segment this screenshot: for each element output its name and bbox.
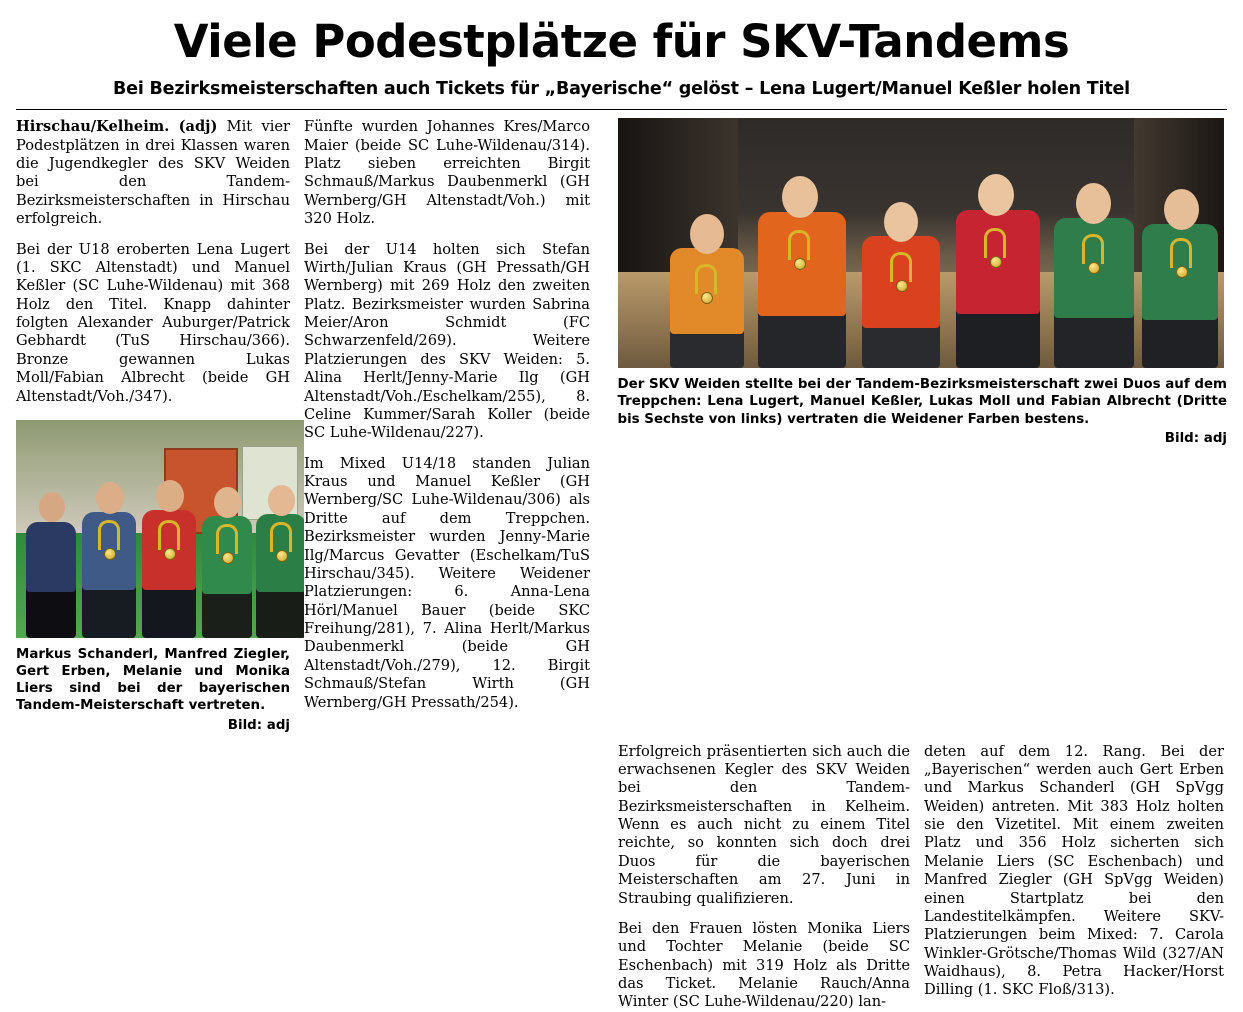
column-1: [16, 118, 304, 732]
person-5: [252, 470, 304, 638]
medal: [990, 256, 1002, 268]
medal: [222, 552, 234, 564]
person-1: [22, 488, 80, 638]
divider: [16, 109, 1227, 110]
lead-text: Mit vier Podestplätzen in drei Klassen waren die Jugendkegler des SKV Weiden bei den Tandem-Bezirksmeisterschaften in Hirschau erfolgreich.: [16, 118, 290, 228]
person-4: [198, 472, 256, 638]
medal: [104, 548, 116, 560]
medal: [701, 292, 713, 304]
adult-team-photo: [16, 420, 304, 638]
head: [214, 487, 241, 518]
person-2: [750, 158, 854, 368]
medal: [794, 258, 806, 270]
person-3: [856, 190, 948, 368]
col2-paragraph-2: Bei der U14 holten sich Stefan Wirth/Julian Kraus (GH Pressath/GH Wernberg) mit 269 Holz den zweiten Platz. Bezirksmeister wurden Sabrina Meier/Aron Schmidt (FC Schwarzenfeld/269). Weitere Platzierungen des SKV Weiden: 5. Alina Herlt/Jenny-Marie Ilg (GH Altenstadt/Voh./Eschelkam/255), 8. Celine Kummer/Sarah Koller (beide SC Luhe-Wildenau/227).: [304, 240, 590, 442]
head: [978, 174, 1014, 216]
column-2: [304, 118, 604, 732]
col4-paragraph-1: deten auf dem 12. Rang. Bei der „Bayerischen“ werden auch Gert Erben und Markus Schanderl (GH SpVgg Weiden) antreten. Mit 383 Holz holten sie den Vizetitel. Mit einem zweiten Platz und 356 Holz sicherten sich Melanie Liers (SC Eschenbach) und Manfred Ziegler (GH SpVgg Weiden) einen Startplatz bei den Landestitelkämpfen. Weitere SKV-Platzierungen beim Mixed: 7. Carola Winkler-Grötsche/Thomas Wild (327/AN Waidhaus), 8. Petra Hacker/Horst Dilling (1. SKC Floß/313).: [924, 742, 1224, 999]
person-4: [948, 154, 1048, 368]
column-4: [924, 743, 1224, 1012]
spacer: [16, 743, 618, 1012]
photo-left-credit: Bild: adj: [227, 717, 290, 733]
top-section: [16, 118, 1227, 732]
medal: [164, 548, 176, 560]
photo-right-block: [618, 118, 1228, 445]
head: [690, 214, 724, 254]
medal-ribbon: [98, 520, 120, 550]
medal-ribbon: [270, 522, 292, 552]
col3-paragraph-2: Bei den Frauen lösten Monika Liers und Tochter Melanie (beide SC Eschenbach) mit 319 Holz als Dritte das Ticket. Melanie Rauch/Anna Winter (SC Luhe-Wildenau/220) lan-: [618, 919, 910, 1011]
medal-ribbon: [695, 264, 717, 294]
medal-ribbon: [1082, 234, 1104, 264]
medal-ribbon: [216, 524, 238, 554]
person-2: [78, 468, 140, 638]
column-3: [618, 743, 924, 1012]
col2-paragraph-1: Fünfte wurden Johannes Kres/Marco Maier (beide SC Luhe-Wildenau/314). Platz sieben erreichten Birgit Schmauß/Markus Daubenmerkl (GH Wernberg/GH Altenstadt/Voh.) mit 320 Holz.: [304, 118, 590, 228]
photo-right-caption: Der SKV Weiden stellte bei der Tandem-Bezirksmeisterschaft zwei Duos auf dem Treppchen: Lena Lugert, Manuel Keßler, Lukas Moll und Fabian Albrecht (Dritte bis Sechste von links) vertraten die Weidener Farben bestens.: [617, 377, 1227, 427]
medal-ribbon: [788, 230, 810, 260]
col1-paragraph-2: Bei der U18 eroberten Lena Lugert (1. SKC Altenstadt) und Manuel Keßler (SC Luhe-Wildenau) mit 368 Holz den Titel. Knapp dahinter folgten Alexander Auburger/Patrick Gebhardt (TuS Hirschau/366). Bronze gewannen Lukas Moll/Fabian Albrecht (beide GH Altenstadt/Voh./347).: [16, 240, 290, 405]
medal-ribbon: [890, 252, 912, 282]
medal: [1176, 266, 1188, 278]
medal: [1088, 262, 1100, 274]
head: [39, 492, 65, 522]
shirt: [26, 522, 76, 592]
byline: (adj): [178, 118, 218, 136]
text-columns-left: [16, 118, 618, 732]
col3-paragraph-1: Erfolgreich präsentierten sich auch die erwachsenen Kegler des SKV Weiden bei den Tandem-Bezirksmeisterschaften in Kelheim. Wenn es auch nicht zu einem Titel reichte, so konnten sich doch drei Duos für die bayerischen Meisterschaften am 27. Juni in Straubing qualifizieren.: [618, 742, 910, 907]
head: [96, 482, 124, 514]
head: [156, 480, 184, 512]
person-6: [1138, 170, 1224, 368]
col2-paragraph-3: Im Mixed U14/18 standen Julian Kraus und Manuel Keßler (GH Wernberg/SC Luhe-Wildenau/306) als Dritte auf dem Treppchen. Bezirksmeister wurden Jenny-Marie Ilg/Marcus Gevatter (Eschelkam/TuS Hirschau/345). Weitere Weidener Platzierungen: 6. Anna-Lena Hörl/Manuel Bauer (beide SKC Freihung/281), 7. Alina Herlt/Markus Daubenmerkl (beide GH Altenstadt/Voh./279), 12. Birgit Schmauß/Stefan Wirth (GH Wernberg/GH Pressath/254).: [304, 454, 590, 711]
medal: [276, 550, 288, 562]
medal-ribbon: [158, 520, 180, 550]
dateline: Hirschau/Kelheim.: [16, 118, 170, 136]
head: [1164, 189, 1199, 230]
head: [884, 202, 918, 242]
person-3: [138, 466, 200, 638]
page-subtitle: Bei Bezirksmeisterschaften auch Tickets für „Bayerische“ gelöst – Lena Lugert/Manuel Keßler holen Titel: [113, 79, 1130, 100]
head: [268, 485, 295, 516]
person-5: [1048, 162, 1142, 368]
medal: [896, 280, 908, 292]
medal-ribbon: [984, 228, 1006, 258]
head: [1076, 183, 1111, 224]
photo-left-caption: Markus Schanderl, Manfred Ziegler, Gert Erben, Melanie und Monika Liers sind bei der bayerischen Tandem-Meisterschaft vertreten.: [16, 646, 290, 714]
photo-right-credit: Bild: adj: [1164, 430, 1227, 446]
lead-paragraph: [16, 118, 290, 228]
bottom-section: [16, 743, 1227, 1012]
page-title: Viele Podestplätze für SKV-Tandems: [173, 15, 1070, 68]
head: [782, 176, 818, 218]
medal-ribbon: [1170, 238, 1192, 268]
person-1: [664, 200, 750, 368]
bowling-team-photo: [618, 118, 1224, 368]
